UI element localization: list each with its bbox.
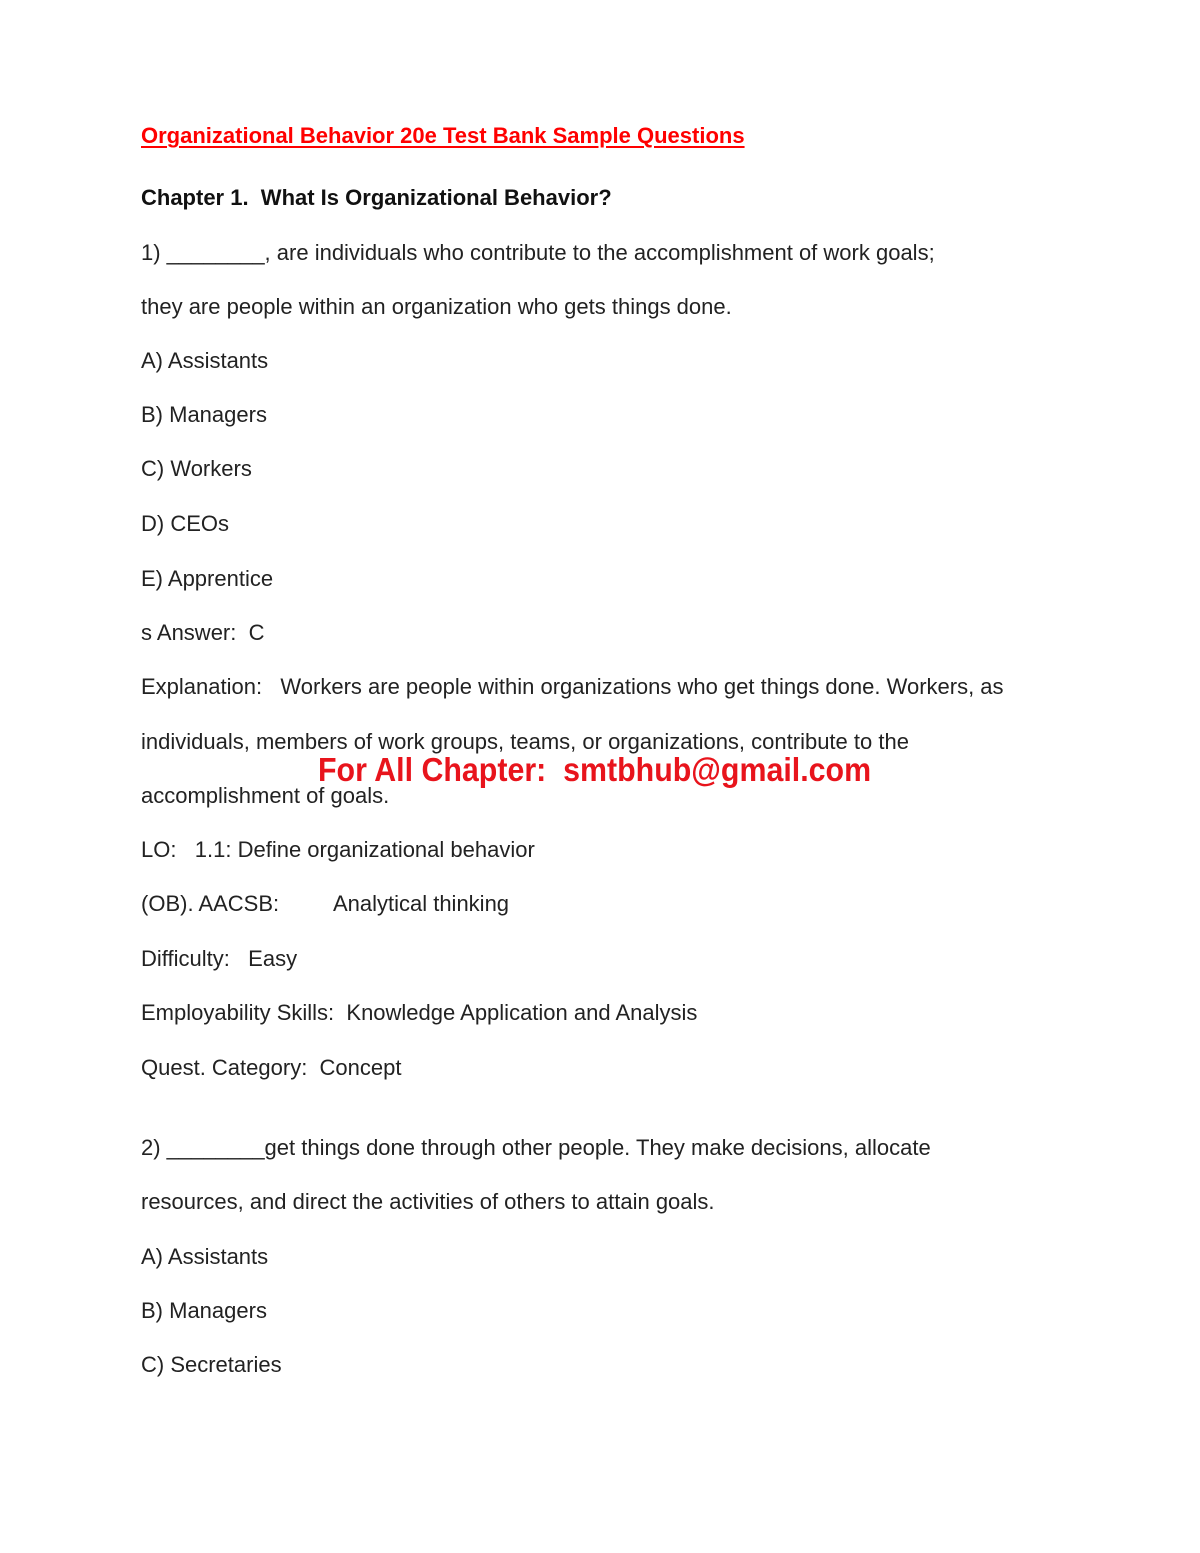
watermark: For All Chapter: smtbhub@gmail.com	[318, 751, 872, 788]
question-1-option-b: B) Managers	[141, 402, 267, 427]
question-1-option-e: E) Apprentice	[141, 566, 274, 591]
question-2-option-a: A) Assistants	[141, 1244, 269, 1269]
question-2-option-c: C) Secretaries	[141, 1352, 282, 1377]
question-1-explanation-line-1: Explanation: Workers are people within organizations who get things done. Workers, as	[141, 674, 1004, 699]
question-1-aacsb: (OB). AACSB: Analytical thinking	[141, 891, 510, 916]
question-1-option-c: C) Workers	[141, 456, 252, 481]
document-title: Organizational Behavior 20e Test Bank Sample Questions	[141, 123, 745, 148]
question-1-stem-line-1: 1) ________, are individuals who contribute to the accomplishment of work goals;	[141, 240, 935, 265]
question-2-option-b: B) Managers	[141, 1298, 267, 1323]
question-1-category: Quest. Category: Concept	[141, 1055, 402, 1080]
chapter-heading: Chapter 1. What Is Organizational Behavior?	[141, 185, 612, 210]
question-1-option-a: A) Assistants	[141, 348, 269, 373]
question-1-stem-line-2: they are people within an organization who gets things done.	[141, 294, 732, 319]
question-1-option-d: D) CEOs	[141, 511, 229, 536]
question-2-stem-line-2: resources, and direct the activities of others to attain goals.	[141, 1189, 715, 1214]
question-1-answer: s Answer: C	[141, 620, 265, 645]
question-1-lo: LO: 1.1: Define organizational behavior	[141, 837, 535, 862]
question-1-difficulty: Difficulty: Easy	[141, 946, 298, 971]
question-1-employability-skills: Employability Skills: Knowledge Application and Analysis	[141, 1000, 698, 1025]
question-2-stem-line-1: 2) ________get things done through other people. They make decisions, allocate	[141, 1135, 931, 1160]
question-1-explanation-line-3: accomplishment of goals.	[141, 783, 390, 808]
question-1-explanation-line-2: individuals, members of work groups, teams, or organizations, contribute to the	[141, 729, 909, 754]
